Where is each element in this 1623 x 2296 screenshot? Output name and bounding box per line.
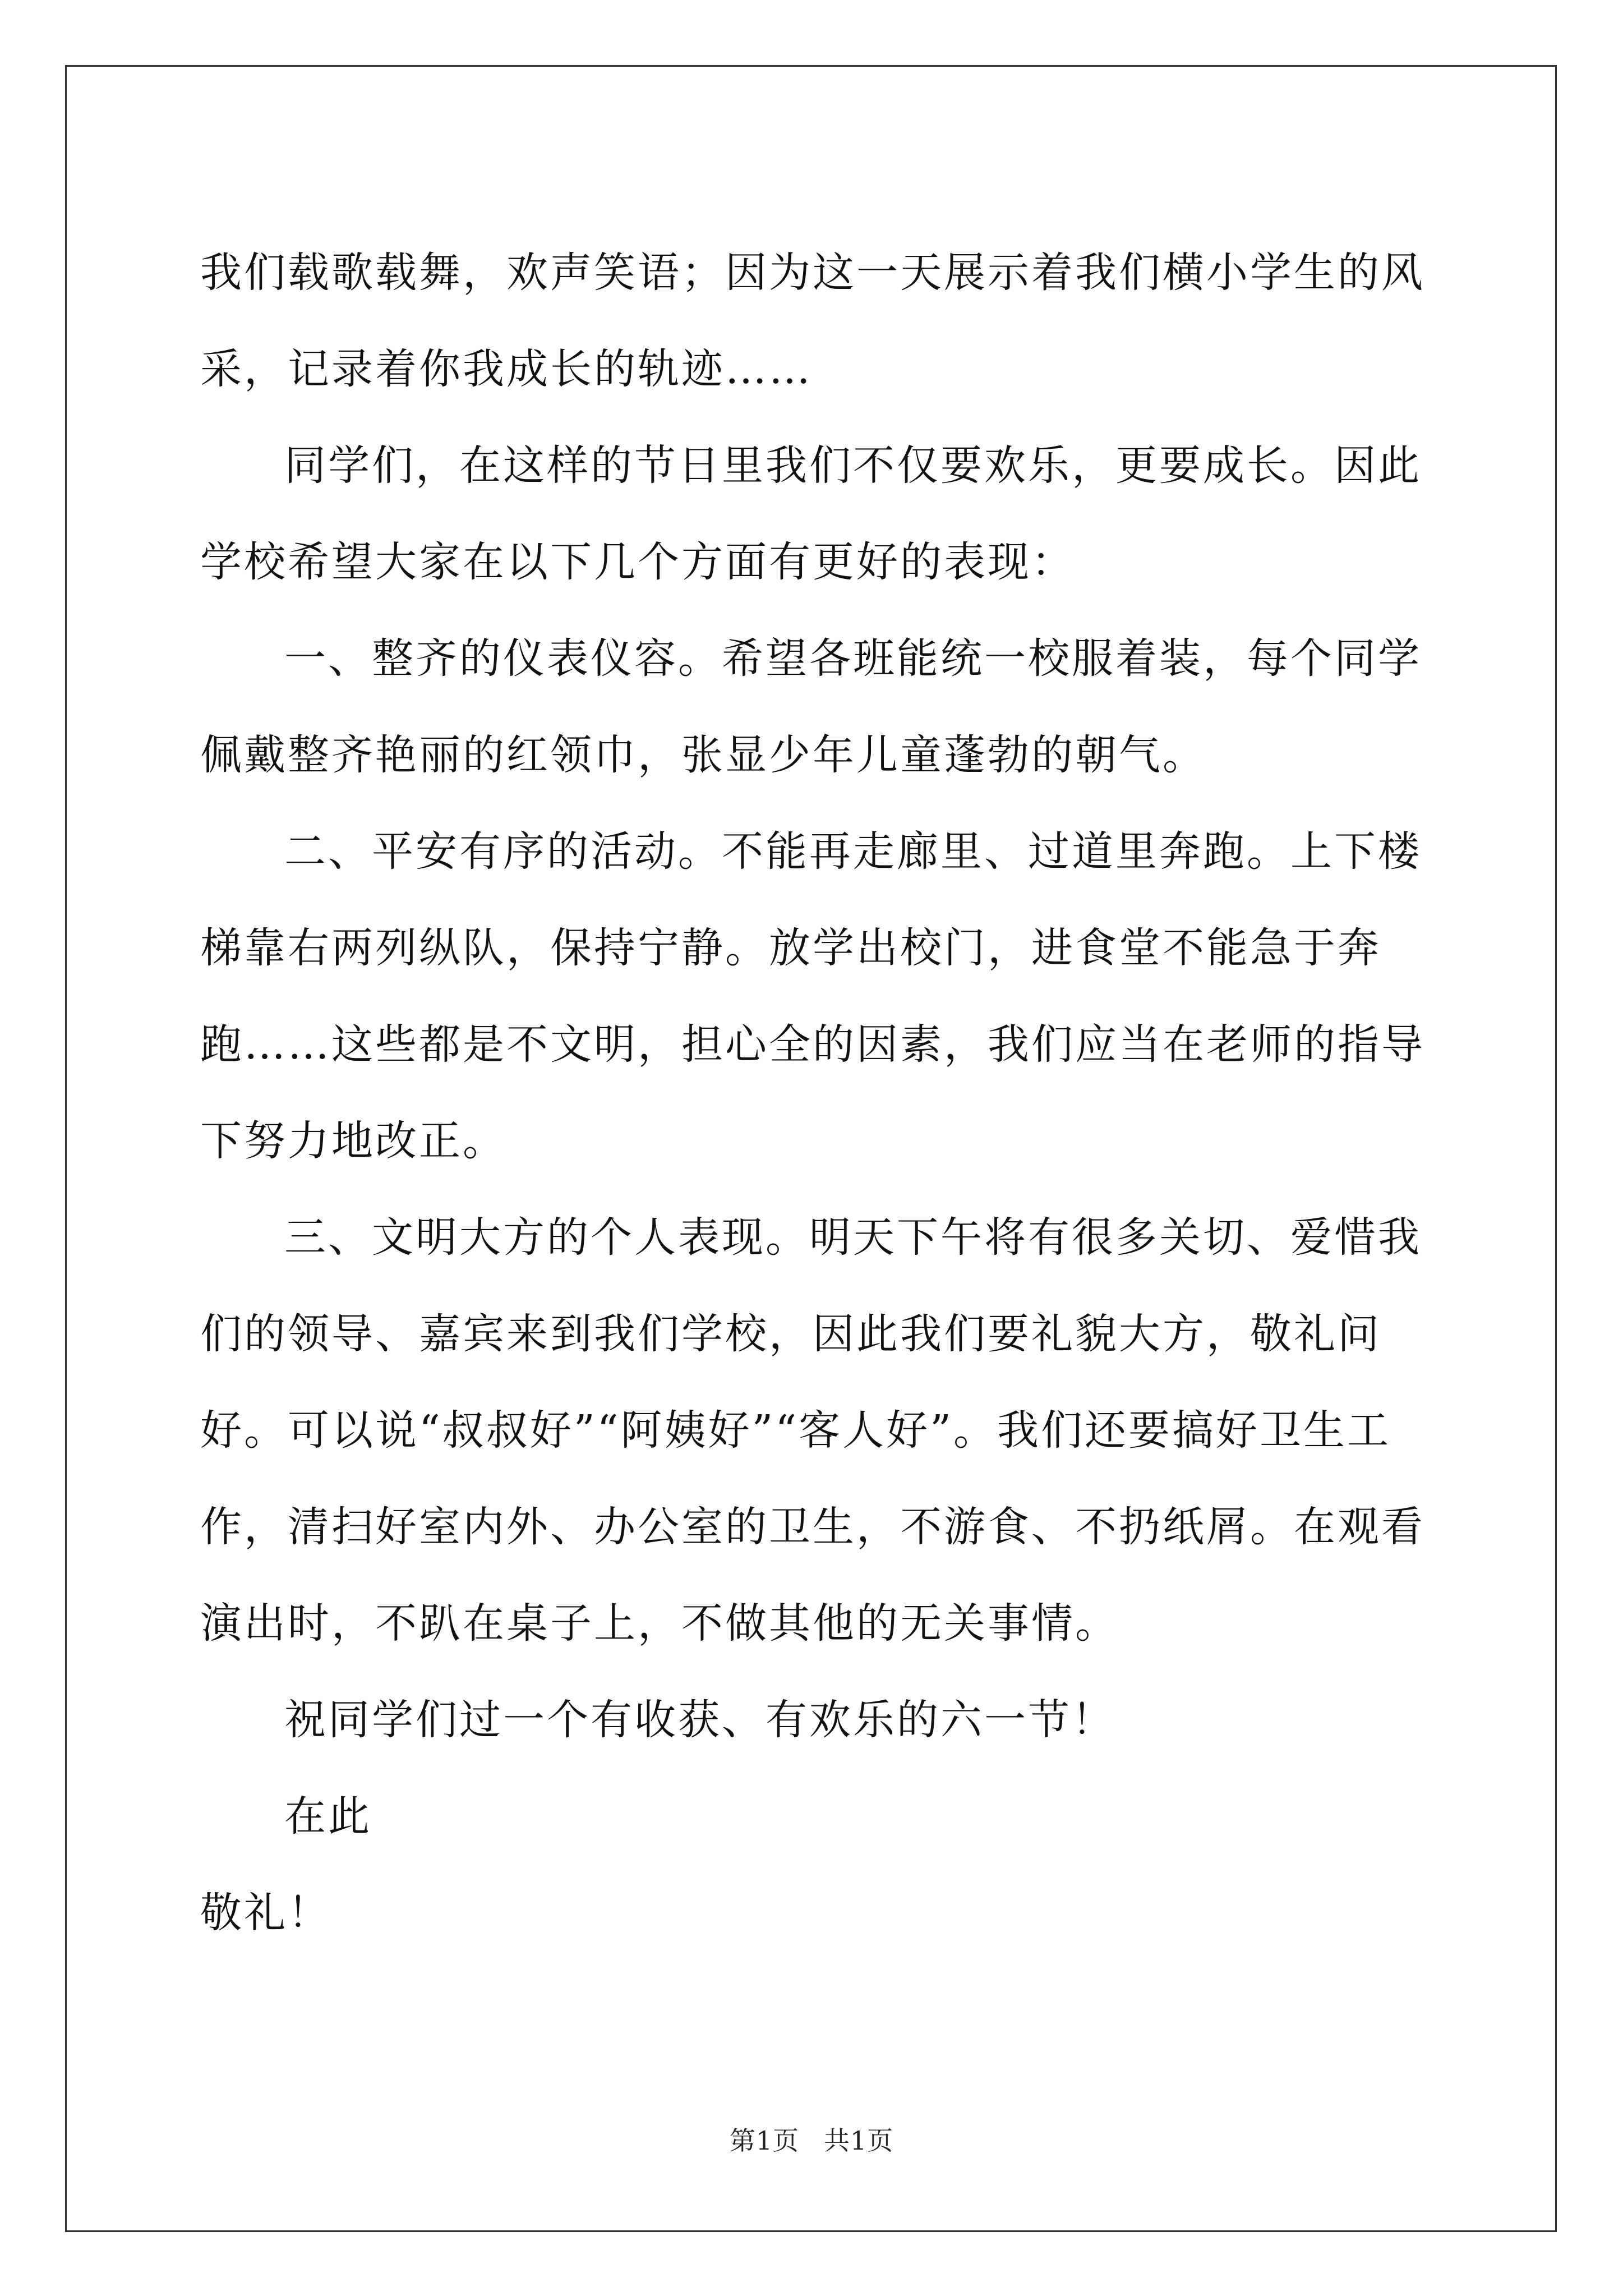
paragraph-intro: 我们载歌载舞，欢声笑语；因为这一天展示着我们横小学生的风采，记录着你我成长的轨迹…… [200,249,1425,393]
paragraph-item-two: 二、平安有序的活动。不能再走廊里、过道里奔跑。上下楼梯靠右两列纵队，保持宁静。放学出校门，进食堂不能急于奔跑……这些都是不文明，担心全的因素，我们应当在老师的指导下努力地改正。 [200,827,1425,1165]
paragraph-item-three: 三、文明大方的个人表现。明天下午将有很多关切、爱惜我们的领导、嘉宾来到我们学校，因此我们要礼貌大方，敬礼问好。可以说“叔叔好”“阿姨好”“客人好”。我们还要搞好卫生工作，清扫好室内外、办公室的卫生，不游食、不扔纸屑。在观看演出时，不趴在桌子上，不做其他的无关事情。 [200,1213,1425,1648]
paragraph-expectations: 同学们，在这样的节日里我们不仅要欢乐，更要成长。因此学校希望大家在以下几个方面有更好的表现： [200,441,1422,586]
page-footer [0,2120,1623,2157]
paragraph-item-one: 一、整齐的仪表仪容。希望各班能统一校服着装，每个同学佩戴整齐艳丽的红领巾，张显少年儿童蓬勃的朝气。 [200,634,1422,779]
paragraph-closing: 在此 [284,1792,372,1841]
document-body [200,224,1440,1961]
paragraph-salute: 敬礼！ [200,1889,331,1937]
page-total: 共1页 [824,2125,894,2156]
paragraph-wishes: 祝同学们过一个有收获、有欢乐的六一节！ [284,1696,1115,1744]
page-number: 第1页 [729,2125,799,2156]
